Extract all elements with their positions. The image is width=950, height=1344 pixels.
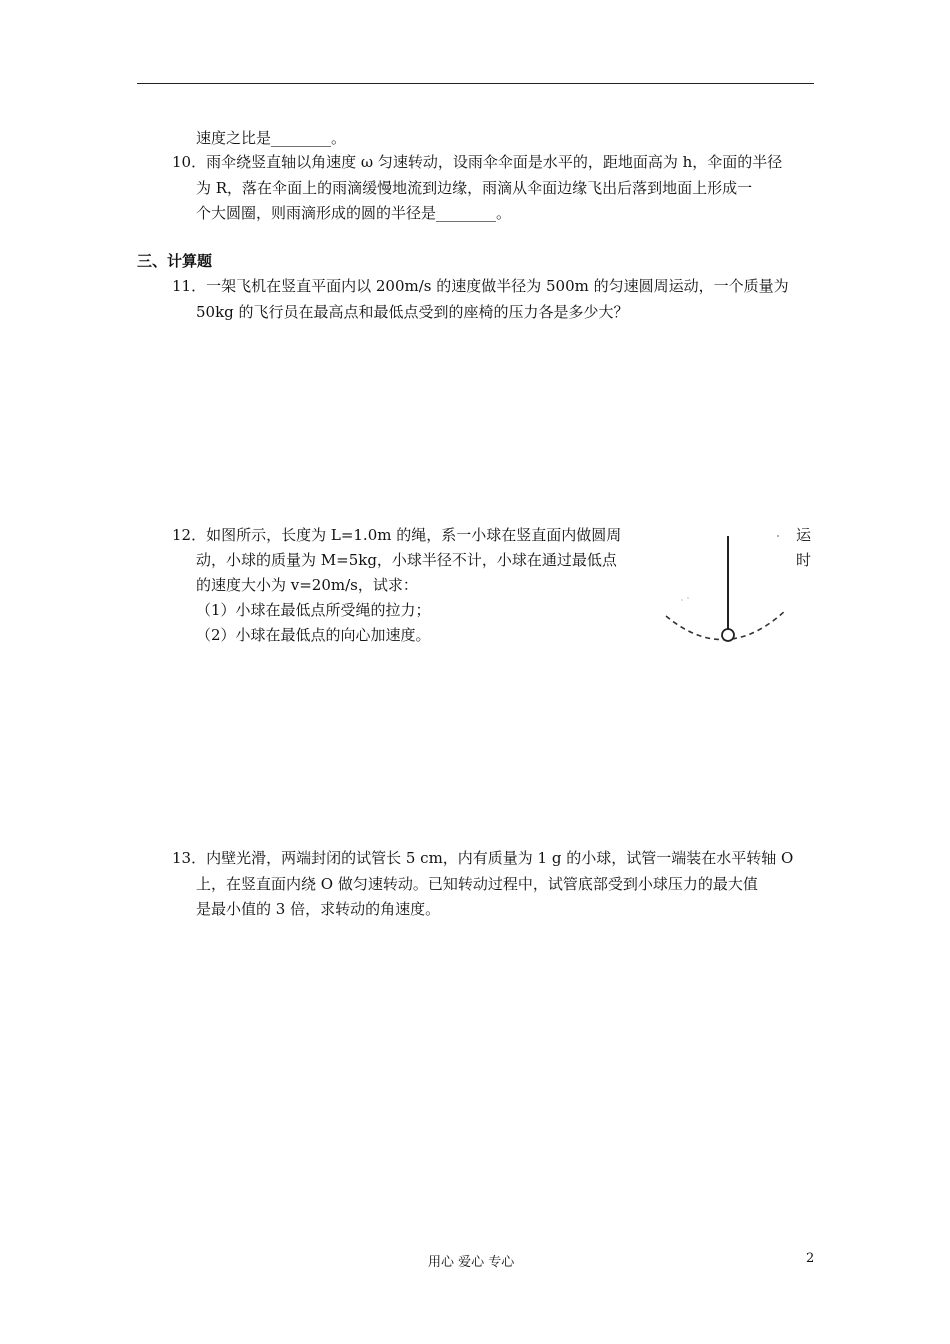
q12-sub-1: （1）小球在最低点所受绳的拉力；: [196, 601, 431, 619]
header-rule: [137, 83, 814, 84]
q12-line-2-end: 时: [796, 551, 812, 569]
section-3-heading: 三、计算题: [137, 252, 213, 270]
footer-slogan: 用心 爱心 专心: [428, 1255, 515, 1270]
q11-line-1: 11．一架飞机在竖直平面内以 200m/s 的速度做半径为 500m 的匀速圆周运动，一个质量为: [172, 277, 789, 295]
ball: [722, 629, 734, 641]
q12-line-2: 动，小球的质量为 M=5kg，小球半径不计，小球在通过最低点: [196, 551, 617, 569]
q11-line-2: 50kg 的飞行员在最高点和最低点受到的座椅的压力各是多少大？: [196, 303, 629, 321]
q12-line-3: 的速度大小为 v=20m/s，试求：: [196, 576, 418, 594]
q10-line-1: 10．雨伞绕竖直轴以角速度 ω 匀速转动，设雨伞伞面是水平的，距地面高为 h，伞面的半径: [172, 153, 783, 171]
q13-line-3: 是最小值的 3 倍，求转动的角速度。: [196, 900, 441, 918]
pendulum-figure: [660, 528, 788, 648]
q10-line-2: 为 R，落在伞面上的雨滴缓慢地流到边缘，雨滴从伞面边缘飞出后落到地面上形成一: [196, 179, 753, 197]
scan-speck: [777, 535, 779, 537]
q13-line-2: 上，在竖直面内绕 O 做匀速转动。已知转动过程中，试管底部受到小球压力的最大值: [196, 875, 758, 893]
q9-tail-text: 速度之比是________。: [196, 129, 347, 147]
q12-line-1: 12．如图所示，长度为 L=1.0m 的绳，系一小球在竖直面内做圆周: [172, 526, 622, 544]
q12-line-1-end: 运: [796, 526, 812, 544]
q10-line-3: 个大圆圈，则雨滴形成的圆的半径是________。: [196, 204, 512, 222]
q12-sub-2: （2）小球在最低点的向心加速度。: [196, 626, 431, 644]
scan-speck: [681, 599, 683, 601]
q13-line-1: 13．内壁光滑，两端封闭的试管长 5 cm，内有质量为 1 g 的小球，试管一端装在水平转轴 O: [172, 849, 794, 867]
scan-speck: [687, 597, 689, 599]
page-number: 2: [806, 1251, 815, 1266]
